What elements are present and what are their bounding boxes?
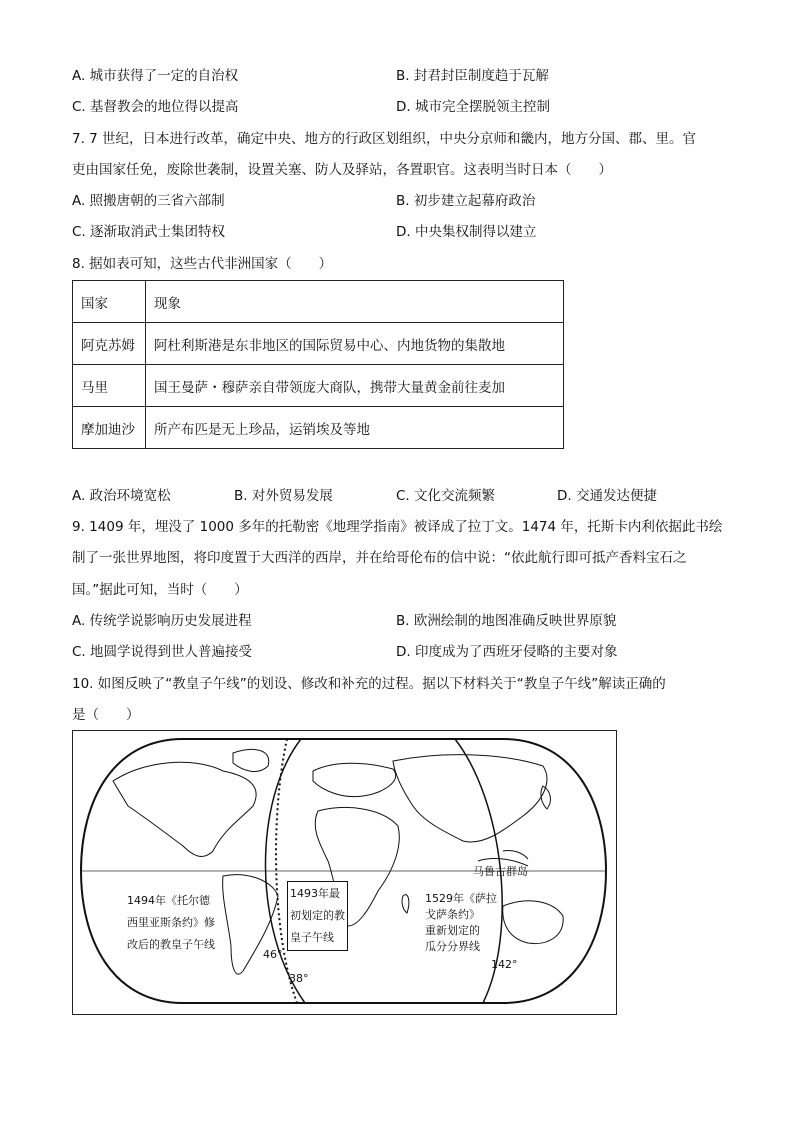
label-1494-line1: 1494年《托尔德 (127, 894, 210, 907)
q8-option-b[interactable]: B. 对外贸易发展 (234, 488, 333, 504)
q9-option-c[interactable]: C. 地圆学说得到世人普遍接受 (72, 644, 253, 660)
world-map-svg (73, 731, 616, 1014)
q6-option-a[interactable]: A. 城市获得了一定的自治权 (72, 68, 239, 84)
table-cell: 阿杜利斯港是东非地区的国际贸易中心、内地货物的集散地 (146, 323, 564, 365)
label-deg-46: 46° (263, 948, 283, 961)
q7-option-a[interactable]: A. 照搬唐朝的三省六部制 (72, 193, 225, 209)
q6-option-b[interactable]: B. 封君封臣制度趋于瓦解 (396, 68, 549, 84)
label-1493-box (287, 881, 348, 951)
q8-option-a[interactable]: A. 政治环境宽松 (72, 488, 171, 504)
q6-option-c[interactable]: C. 基督教会的地位得以提高 (72, 99, 239, 115)
label-moluccas: 马鲁古群岛 (473, 865, 528, 878)
q9-option-b[interactable]: B. 欧洲绘制的地图准确反映世界原貌 (396, 613, 617, 629)
label-1493-line2: 初划定的教 (290, 909, 345, 922)
q8-option-d[interactable]: D. 交通发达便捷 (557, 488, 657, 504)
q10-stem-line1: 10. 如图反映了“教皇子午线”的划设、修改和补充的过程。据以下材料关于“教皇子午线”解读正确的 (72, 676, 666, 692)
europe-shape (313, 763, 396, 796)
north-america-shape (113, 762, 256, 856)
table-cell: 阿克苏姆 (73, 323, 146, 365)
q6-option-d[interactable]: D. 城市完全摆脱领主控制 (396, 99, 550, 115)
q8-option-c[interactable]: C. 文化交流频繁 (396, 488, 496, 504)
q7-option-b[interactable]: B. 初步建立起幕府政治 (396, 193, 536, 209)
label-1529-line1: 1529年《萨拉 (425, 892, 497, 905)
label-deg-38: 38° (289, 972, 309, 985)
q10-stem-line2: 是（ ） (72, 707, 140, 723)
table-row (73, 407, 564, 449)
table-cell: 马里 (73, 365, 146, 407)
q9-stem-line3: 国。”据此可知，当时（ ） (72, 582, 248, 598)
japan-shape (541, 786, 551, 809)
label-1529-line2: 戈萨条约》 (425, 908, 480, 921)
label-deg-142: 142° (491, 958, 518, 971)
label-1529-line4: 瓜分分界线 (425, 940, 480, 953)
table-row (73, 323, 564, 365)
asia-shape (393, 755, 547, 842)
table-cell: 所产布匹是无上珍品，运销埃及等地 (146, 407, 564, 449)
label-1494-line2: 西里亚斯条约》修 (127, 916, 215, 929)
greenland-shape (233, 749, 269, 771)
label-1494-line3: 改后的教皇子午线 (127, 938, 215, 951)
q9-option-d[interactable]: D. 印度成为了西班牙侵略的主要对象 (396, 644, 618, 660)
q9-stem-line2: 制了一张世界地图，将印度置于大西洋的西岸，并在给哥伦布的信中说：“依此航行即可抵产香料宝石之 (72, 550, 687, 566)
label-1493-line3: 皇子午线 (290, 931, 334, 944)
australia-shape (503, 901, 563, 944)
table-cell: 摩加迪沙 (73, 407, 146, 449)
label-1529-line3: 重新划定的 (425, 924, 480, 937)
q9-stem-line1: 9. 1409 年，埋没了 1000 多年的托勒密《地理学指南》被译成了拉丁文。1474 年，托斯卡内利依据此书绘 (72, 519, 723, 535)
table-row (73, 365, 564, 407)
label-1493-line1: 1493年最 (290, 887, 340, 900)
q7-stem-line2: 吏由国家任免，废除世袭制，设置关塞、防人及驿站，各置职官。这表明当时日本（ ） (72, 162, 612, 178)
q7-option-c[interactable]: C. 逐渐取消武士集团特权 (72, 224, 226, 240)
table-header-phenomenon: 现象 (146, 281, 564, 323)
table-cell: 国王曼萨・穆萨亲自带领庞大商队，携带大量黄金前往麦加 (146, 365, 564, 407)
q7-option-d[interactable]: D. 中央集权制得以建立 (396, 224, 537, 240)
q9-option-a[interactable]: A. 传统学说影响历史发展进程 (72, 613, 252, 629)
table-header-country: 国家 (73, 281, 146, 323)
q8-table (72, 280, 564, 449)
q7-stem-line1: 7. 7 世纪，日本进行改革，确定中央、地方的行政区划组织，中央分京师和畿内，地方分国、郡、里。官 (72, 131, 697, 147)
madagascar-shape (402, 895, 409, 913)
q8-stem: 8. 据如表可知，这些古代非洲国家（ ） (72, 256, 333, 272)
table-header-row (73, 281, 564, 323)
world-map-figure (72, 730, 617, 1015)
